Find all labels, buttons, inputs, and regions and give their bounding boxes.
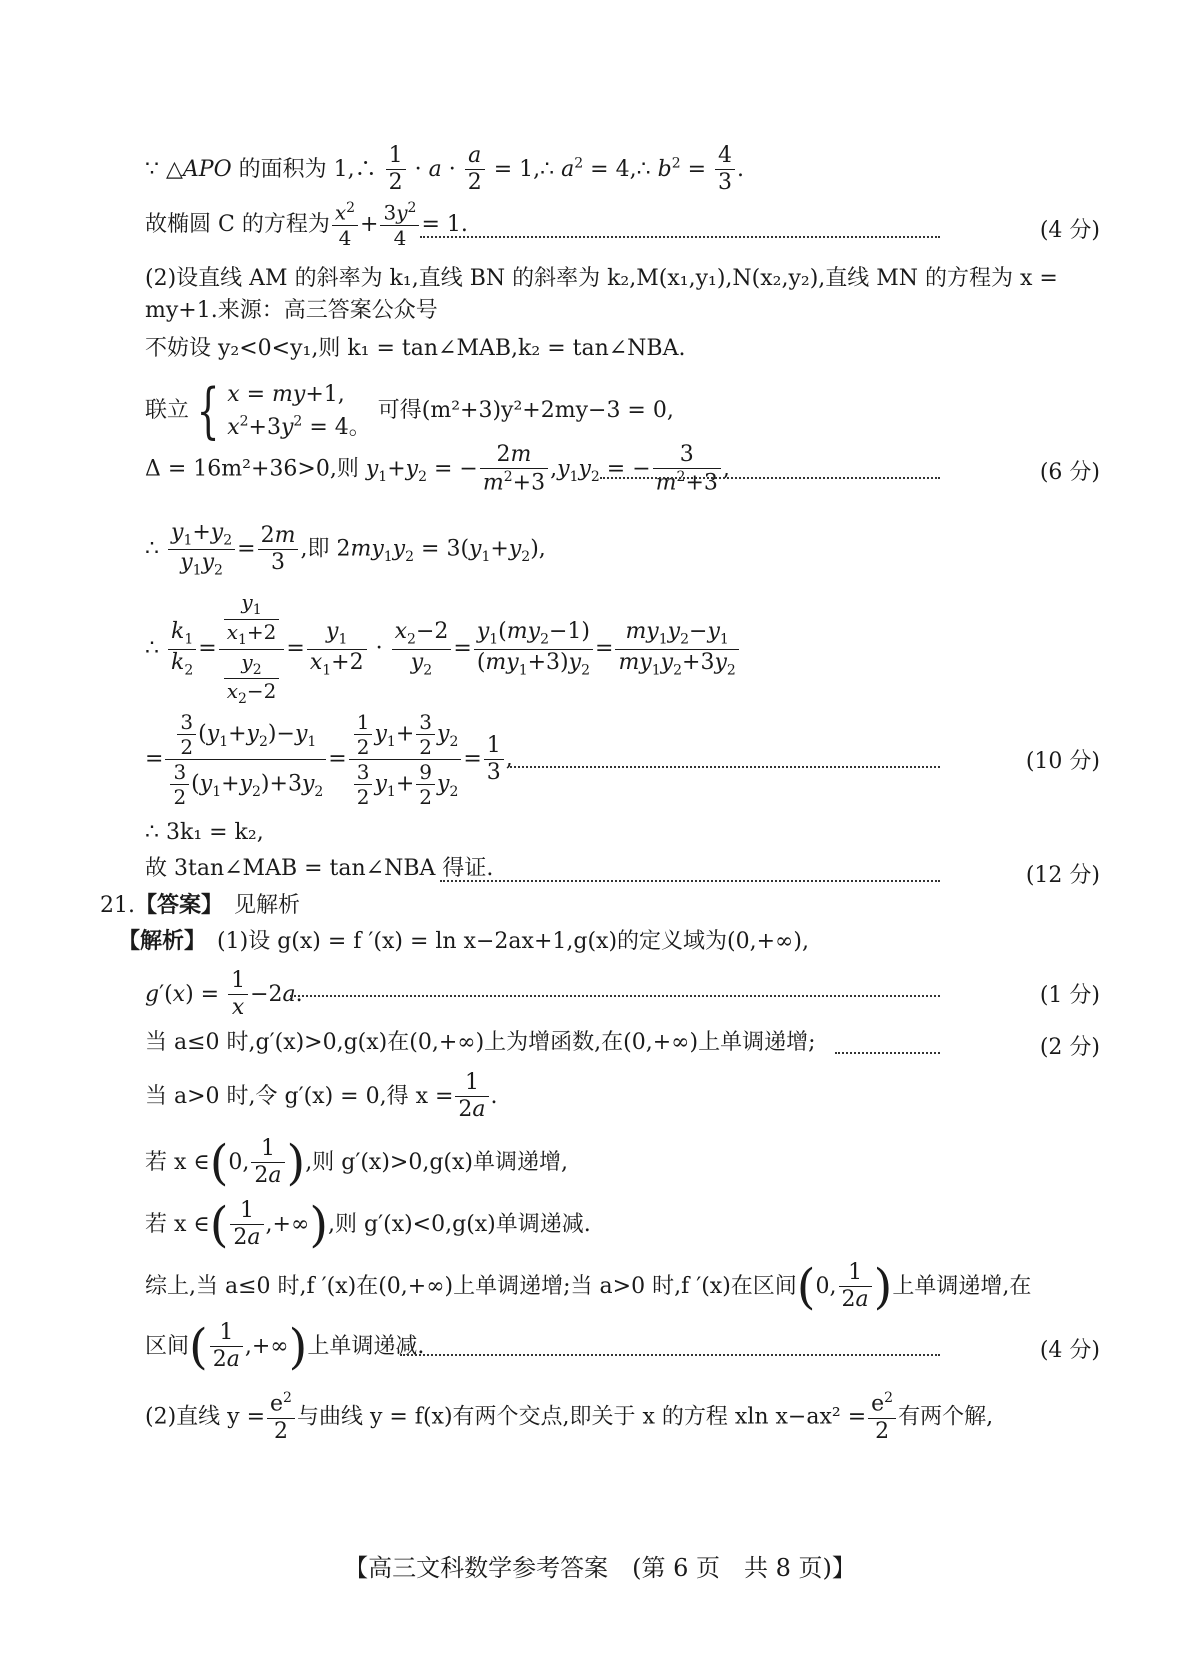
q21-answer: 21.【答案】 见解析: [100, 892, 301, 918]
dot-leader: [440, 880, 940, 882]
line-system: 联立 { x = my+1, $x^2+3y^2 = 4$。 可得(m²+3)y²+2my−3 = 0,: [145, 376, 674, 446]
line-delta: Δ = 16m²+36>0,则 $y_1+y_2$ = − $\frac{2m}{m^2+3}$ $,y_1y_2$ = − $\frac{3}{m^2+3}$ ,: [145, 442, 730, 496]
score-10: (10 分): [1025, 749, 1100, 774]
q21-case-a-pos: 当 a>0 时,令 g′(x) = 0,得 x = $\frac{1}{2a}$ .: [145, 1070, 498, 1123]
line-assume: 不妨设 y₂<0<y₁,则 k₁ = tan∠MAB,k₂ = tan∠NBA.: [145, 336, 686, 361]
dot-leader: [400, 1354, 940, 1356]
q21-summary-2: 区间( $\frac{1}{2a}$ ,+∞)上单调递减.: [145, 1318, 425, 1375]
score-4b: (4 分): [1039, 1338, 1100, 1363]
line-3k1: ∴ 3k₁ = k₂,: [145, 820, 264, 845]
dot-leader: [600, 477, 940, 479]
score-4: (4 分): [1039, 218, 1100, 243]
q21-summary-1: 综上,当 a≤0 时,f ′(x)在(0,+∞)上单调递增;当 a>0 时,f ′(x)在区间(0, $\frac{1}{2a}$ )上单调递增,在: [145, 1258, 1032, 1315]
line-k-ratio: ∴ $\frac{k_1}{k_2}$ = $\frac{\frac{y_1}{x_1+2}}{\frac{y_2}{x_2-2}}$ = $\frac{y_1}{x_1+2}$ · $\frac{x_2-2}{y_2}$ = $\frac{y_1(my_2-1)}{(my_1+3)y_2}$ = $\frac{my_1y_2-y_1}{my_1y_2+3y_2}$: [145, 590, 1100, 708]
q21-gprime: g′(x) = $\frac{1}{x}$ −2a.: [145, 968, 303, 1021]
line-part2-setup: (2)设直线 AM 的斜率为 k₁,直线 BN 的斜率为 k₂,M(x₁,y₁),N(x₂,y₂),直线 MN 的方程为 x =: [145, 266, 1058, 291]
line-proved: 故 3tan∠MAB = tan∠NBA 得证.: [145, 856, 494, 881]
dot-leader: [835, 1052, 940, 1054]
q21-interval-increase: 若 x ∈(0, $\frac{1}{2a}$ ),则 g′(x)>0,g(x)单调递增,: [145, 1134, 568, 1191]
score-1: (1 分): [1039, 983, 1100, 1008]
dot-leader: [290, 995, 940, 997]
q21-analysis-1: 【解析】 (1)设 g(x) = f ′(x) = ln x−2ax+1,g(x)的定义域为(0,+∞),: [118, 928, 809, 954]
line-ratio: ∴ $\frac{y_1+y_2}{y_1y_2}$ = $\frac{2m}{3}$ ,即 $2my_1y_2 = 3(y_1+y_2)$,: [145, 520, 546, 579]
line-apo-area: ∵ △APO 的面积为 1,∴ $\frac{1}{2}$ · a · $\frac{a}{2}$ = 1,∴ $a^2$ = 4,∴ $b^2$ = $\frac{4}{3}$ .: [145, 143, 745, 196]
score-2: (2 分): [1039, 1035, 1100, 1060]
q21-interval-decrease: 若 x ∈( $\frac{1}{2a}$ ,+∞),则 g′(x)<0,g(x)单调递减.: [145, 1196, 591, 1253]
score-12: (12 分): [1025, 863, 1100, 888]
dot-leader: [510, 766, 940, 768]
q21-case-a-nonpos: 当 a≤0 时,g′(x)>0,g(x)在(0,+∞)上为增函数,在(0,+∞)上单调递增;: [145, 1030, 816, 1055]
dot-leader: [420, 236, 940, 238]
line-equals-third: = $\frac{3}{2}$ $(y_1+y_2)-y_1$ $\frac{3}{2}$ $(y_1+y_2)+3y_2$ = $\frac{1}{2}$ $y_1+$ $\frac{3}{2}$ $y_2$ $\frac{3}{2}$ $y_1+$ $\frac{9}{2}$ $y_2$ = $\frac{1}{3}$ ,: [145, 710, 513, 809]
score-6: (6 分): [1039, 460, 1100, 485]
page-footer: 【高三文科数学参考答案 (第 6 页 共 8 页)】: [344, 1554, 856, 1582]
q21-part2: (2)直线 y = $\frac{e^2}{2}$ 与曲线 y = f(x)有两个交点,即关于 x 的方程 xln x−ax² = $\frac{e^2}{2}$ 有两个解,: [145, 1390, 994, 1444]
line-ellipse-equation: 故椭圆 C 的方程为 $\frac{x^2}{4}$ + $\frac{3y^2}{4}$ = 1.: [145, 200, 468, 250]
line-source: my+1.来源：高三答案公众号: [145, 298, 438, 323]
